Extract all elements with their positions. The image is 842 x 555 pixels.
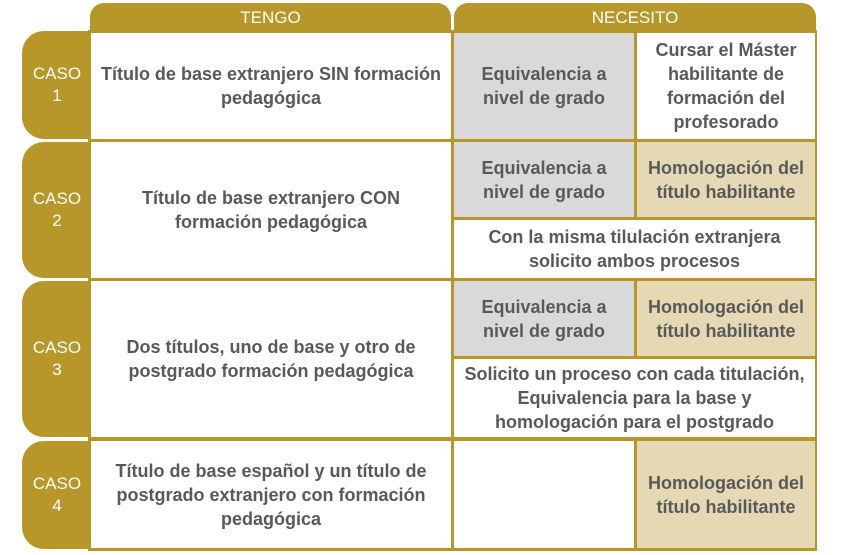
caso-1-number: 1 xyxy=(52,86,62,105)
caso-4-empty xyxy=(454,441,634,548)
caso-2-note: Con la misma tilulación extranjera solicito ambos procesos xyxy=(454,220,815,278)
caso-4-tengo: Título de base español y un título de postgrado extranjero con formación pedagógica xyxy=(91,441,451,548)
caso-3-tengo: Dos títulos, uno de base y otro de postgrado formación pedagógica xyxy=(91,281,451,437)
caso-2-number: 2 xyxy=(52,211,62,230)
caso-3-word: CASO xyxy=(32,338,82,357)
caso-3-note: Solicito un proceso con cada titulación, Equivalencia para la base y homologación para el postgrado xyxy=(454,359,815,437)
caso-1-word: CASO xyxy=(32,64,82,83)
caso-1-label xyxy=(22,31,92,139)
caso-1-equivalencia: Equivalencia a nivel de grado xyxy=(454,33,634,139)
caso-2-homologacion: Homologación del título habilitante xyxy=(637,142,815,217)
caso-2-word: CASO xyxy=(32,189,82,208)
header-tengo: TENGO xyxy=(90,3,451,33)
caso-3-equivalencia: Equivalencia a nivel de grado xyxy=(454,281,634,356)
header-necesito: NECESITO xyxy=(454,3,816,33)
caso-3-homologacion: Homologación del título habilitante xyxy=(637,281,815,356)
caso-2-label xyxy=(22,142,92,278)
caso-3-label xyxy=(22,281,92,437)
caso-2-tengo: Título de base extranjero CON formación pedagógica xyxy=(91,142,451,278)
caso-4-word: CASO xyxy=(32,474,82,493)
caso-2-equivalencia: Equivalencia a nivel de grado xyxy=(454,142,634,217)
caso-4-homologacion: Homologación del título habilitante xyxy=(637,441,815,548)
caso-4-label xyxy=(22,441,92,549)
caso-3-number: 3 xyxy=(52,360,62,379)
caso-1-master: Cursar el Máster habilitante de formación del profesorado xyxy=(637,33,815,139)
caso-1-tengo: Título de base extranjero SIN formación pedagógica xyxy=(91,33,451,139)
caso-4-number: 4 xyxy=(52,496,62,515)
